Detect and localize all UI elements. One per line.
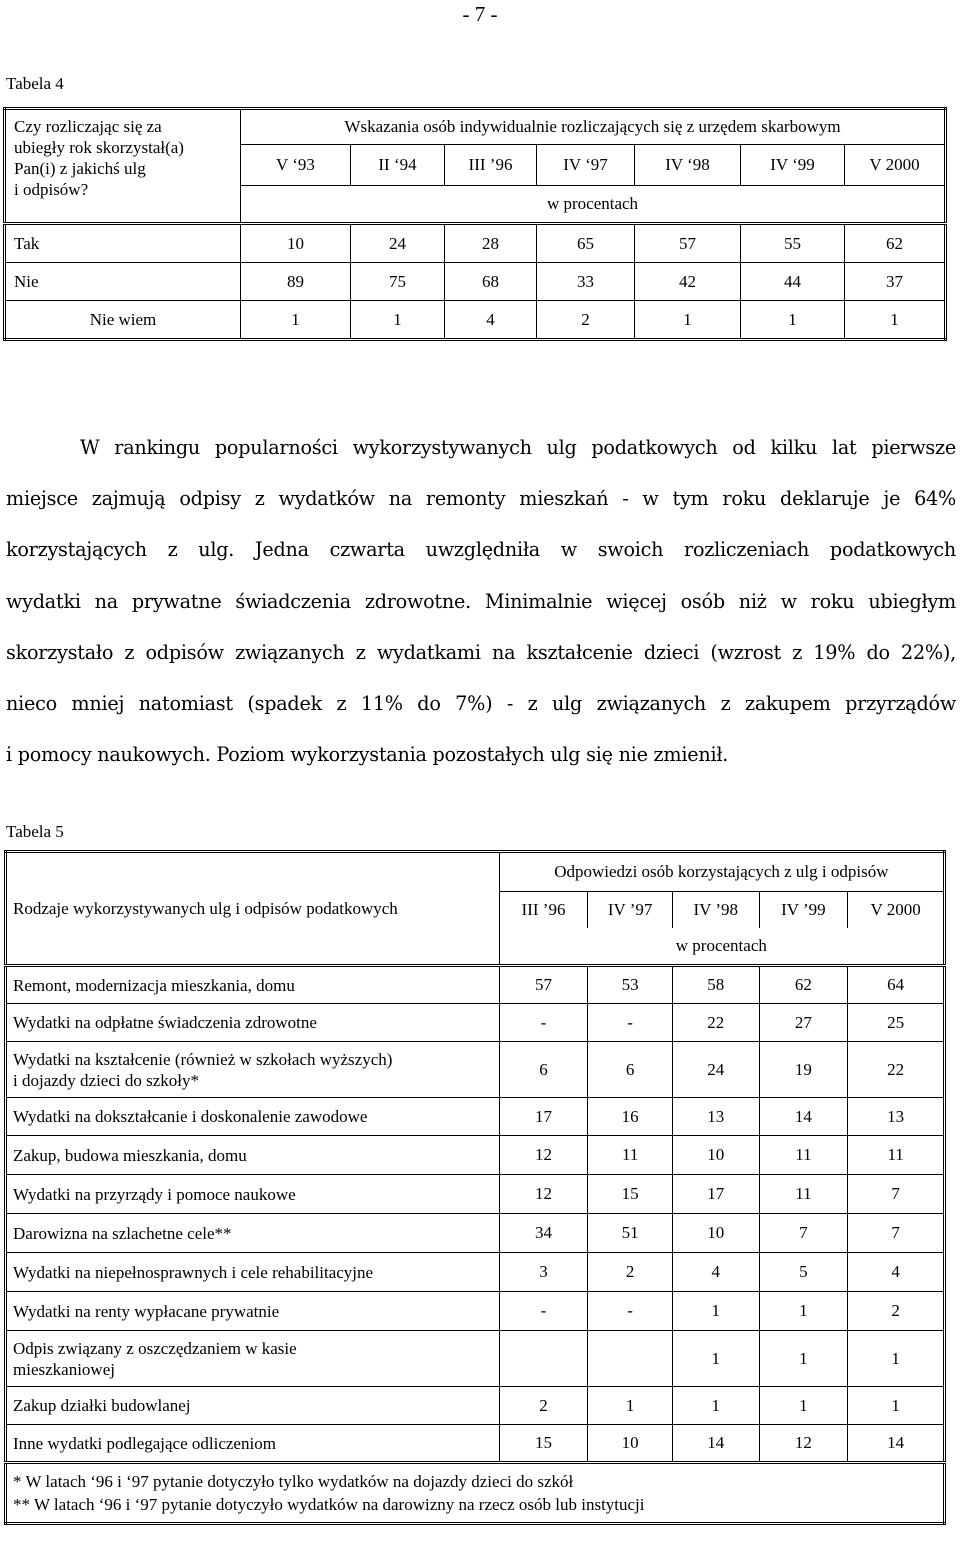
year-header: III ’96 [499, 892, 588, 928]
question-line: i odpisów? [14, 180, 89, 199]
cell: 15 [499, 1425, 588, 1463]
table-footnotes [6, 1463, 945, 1524]
cell: 51 [588, 1214, 673, 1253]
row-label-line: mieszkaniowej [13, 1359, 115, 1379]
table5-group-header: Odpowiedzi osób korzystających z ulg i odpisów [499, 852, 944, 892]
footnote: * W latach ‘96 i ‘97 pytanie dotyczyło tylko wydatków na dojazdy dzieci do szkół [13, 1472, 574, 1491]
cell: 12 [499, 1136, 588, 1175]
table-row [5, 263, 946, 301]
cell: 19 [759, 1042, 848, 1098]
cell: 33 [537, 263, 635, 301]
year-header: V 2000 [848, 892, 945, 928]
cell: 2 [499, 1387, 588, 1425]
cell: 1 [241, 301, 351, 340]
cell: 89 [241, 263, 351, 301]
cell: 75 [351, 263, 445, 301]
cell: 37 [845, 263, 946, 301]
cell: 1 [672, 1292, 759, 1331]
table-row [6, 966, 945, 1004]
cell: 1 [672, 1387, 759, 1425]
cell: 4 [672, 1253, 759, 1292]
row-label: Wydatki na przyrządy i pomoce naukowe [6, 1175, 500, 1214]
cell: - [499, 1292, 588, 1331]
year-header: IV ‘97 [537, 145, 635, 186]
table4-caption: Tabela 4 [6, 74, 64, 93]
row-label: Nie [5, 263, 241, 301]
cell: 1 [351, 301, 445, 340]
cell: 62 [759, 966, 848, 1004]
cell: 11 [848, 1136, 945, 1175]
row-label: Nie wiem [5, 301, 241, 340]
table4-question [5, 109, 241, 224]
question-line: Pan(i) z jakichś ulg [14, 159, 146, 178]
cell: 1 [588, 1387, 673, 1425]
cell: 1 [845, 301, 946, 340]
table5-unit: w procentach [499, 928, 944, 966]
cell: - [499, 1004, 588, 1042]
row-label: Zakup działki budowlanej [6, 1387, 500, 1425]
row-label: Wydatki na renty wypłacane prywatnie [6, 1292, 500, 1331]
paragraph-line: wydatki na prywatne świadczenia zdrowotne. Minimalnie więcej osób niż w roku ubiegłym [6, 589, 956, 613]
cell: 5 [759, 1253, 848, 1292]
cell: 62 [845, 224, 946, 263]
table-row [6, 1214, 945, 1253]
year-header: III ’96 [445, 145, 537, 186]
table5-caption: Tabela 5 [6, 822, 64, 841]
year-header: IV ’99 [759, 892, 848, 928]
table-row [6, 1331, 945, 1387]
cell: 6 [588, 1042, 673, 1098]
cell: 2 [537, 301, 635, 340]
row-label-line: Wydatki na kształcenie (również w szkołach wyższych) [13, 1049, 393, 1069]
cell: 24 [351, 224, 445, 263]
row-label: Wydatki na dokształcanie i doskonalenie zawodowe [6, 1098, 500, 1136]
year-header: IV ‘98 [635, 145, 741, 186]
cell: 1 [848, 1331, 945, 1387]
cell: 10 [588, 1425, 673, 1463]
cell: 13 [848, 1098, 945, 1136]
cell: 10 [672, 1136, 759, 1175]
cell: 7 [848, 1214, 945, 1253]
table5 [4, 850, 946, 1525]
cell: 1 [635, 301, 741, 340]
cell: 57 [635, 224, 741, 263]
table5-row-header: Rodzaje wykorzystywanych ulg i odpisów podatkowych [6, 852, 500, 966]
cell: 34 [499, 1214, 588, 1253]
table-row [6, 1004, 945, 1042]
year-header: IV ‘99 [741, 145, 845, 186]
footnotes-cell [6, 1463, 945, 1524]
table-row [6, 1387, 945, 1425]
cell: 1 [759, 1331, 848, 1387]
cell: 4 [445, 301, 537, 340]
row-label: Zakup, budowa mieszkania, domu [6, 1136, 500, 1175]
cell: 3 [499, 1253, 588, 1292]
cell: - [588, 1292, 673, 1331]
cell: 53 [588, 966, 673, 1004]
table-row [6, 1175, 945, 1214]
body-paragraph [6, 422, 956, 780]
cell: 2 [848, 1292, 945, 1331]
row-label [6, 1331, 500, 1387]
cell: 16 [588, 1098, 673, 1136]
cell: 55 [741, 224, 845, 263]
table4 [3, 107, 947, 341]
row-label: Remont, modernizacja mieszkania, domu [6, 966, 500, 1004]
year-header: V ‘93 [241, 145, 351, 186]
row-label-line: Odpis związany z oszczędzaniem w kasie [13, 1338, 297, 1358]
row-label [6, 1042, 500, 1098]
row-label-line: i dojazdy dzieci do szkoły* [13, 1070, 200, 1090]
paragraph-line: miejsce zajmują odpisy z wydatków na remonty mieszkań - w tym roku deklaruje je 64% [6, 487, 956, 511]
cell: 11 [759, 1175, 848, 1214]
cell: - [588, 1004, 673, 1042]
cell: 1 [759, 1387, 848, 1425]
cell: 17 [499, 1098, 588, 1136]
cell: 22 [672, 1004, 759, 1042]
cell: 27 [759, 1004, 848, 1042]
year-header: II ‘94 [351, 145, 445, 186]
cell: 11 [588, 1136, 673, 1175]
row-label: Wydatki na niepełnosprawnych i cele rehabilitacyjne [6, 1253, 500, 1292]
cell: 7 [848, 1175, 945, 1214]
table-row [5, 224, 946, 263]
table4-unit: w procentach [241, 186, 946, 224]
cell: 2 [588, 1253, 673, 1292]
table4-group-header: Wskazania osób indywidualnie rozliczających się z urzędem skarbowym [241, 109, 946, 145]
cell: 14 [759, 1098, 848, 1136]
cell: 1 [759, 1292, 848, 1331]
cell: 44 [741, 263, 845, 301]
paragraph-line: i pomocy naukowych. Poziom wykorzystania pozostałych ulg się nie zmienił. [6, 743, 729, 767]
table-row [6, 1292, 945, 1331]
table-row [6, 1253, 945, 1292]
cell: 25 [848, 1004, 945, 1042]
row-label: Tak [5, 224, 241, 263]
table-row [5, 301, 946, 340]
cell: 65 [537, 224, 635, 263]
row-label: Inne wydatki podlegające odliczeniom [6, 1425, 500, 1463]
cell: 22 [848, 1042, 945, 1098]
cell: 15 [588, 1175, 673, 1214]
cell: 10 [672, 1214, 759, 1253]
cell: 42 [635, 263, 741, 301]
question-line: Czy rozliczając się za [14, 117, 162, 136]
cell: 58 [672, 966, 759, 1004]
row-label: Wydatki na odpłatne świadczenia zdrowotne [6, 1004, 500, 1042]
year-header: V 2000 [845, 145, 946, 186]
cell [588, 1331, 673, 1387]
footnote: ** W latach ‘96 i ‘97 pytanie dotyczyło wydatków na darowizny na rzecz osób lub instytucji [13, 1495, 645, 1514]
table-row [6, 1098, 945, 1136]
table-row [6, 1425, 945, 1463]
cell: 1 [672, 1331, 759, 1387]
paragraph-line: W rankingu popularności wykorzystywanych ulg podatkowych od kilku lat pierwsze [80, 436, 956, 459]
cell: 13 [672, 1098, 759, 1136]
cell: 64 [848, 966, 945, 1004]
cell: 10 [241, 224, 351, 263]
table-row [6, 1042, 945, 1098]
cell: 12 [759, 1425, 848, 1463]
cell: 28 [445, 224, 537, 263]
cell: 1 [848, 1387, 945, 1425]
cell: 14 [672, 1425, 759, 1463]
paragraph-line: nieco mniej natomiast (spadek z 11% do 7%) - z ulg związanych z zakupem przyrządów [6, 692, 956, 716]
cell: 14 [848, 1425, 945, 1463]
cell: 1 [741, 301, 845, 340]
year-header: IV ’98 [672, 892, 759, 928]
cell: 17 [672, 1175, 759, 1214]
cell: 7 [759, 1214, 848, 1253]
paragraph-line: korzystających z ulg. Jedna czwarta uwzględniła w swoich rozliczeniach podatkowych [6, 538, 956, 562]
cell: 6 [499, 1042, 588, 1098]
cell: 68 [445, 263, 537, 301]
paragraph-line: skorzystało z odpisów związanych z wydatkami na kształcenie dzieci (wzrost z 19% do 22%), [6, 640, 956, 664]
cell: 11 [759, 1136, 848, 1175]
table-row [6, 1136, 945, 1175]
page-number: - 7 - [462, 2, 498, 26]
year-header: IV ’97 [588, 892, 673, 928]
question-line: ubiegły rok skorzystał(a) [14, 138, 184, 157]
cell: 24 [672, 1042, 759, 1098]
cell: 57 [499, 966, 588, 1004]
cell [499, 1331, 588, 1387]
row-label: Darowizna na szlachetne cele** [6, 1214, 500, 1253]
cell: 4 [848, 1253, 945, 1292]
cell: 12 [499, 1175, 588, 1214]
